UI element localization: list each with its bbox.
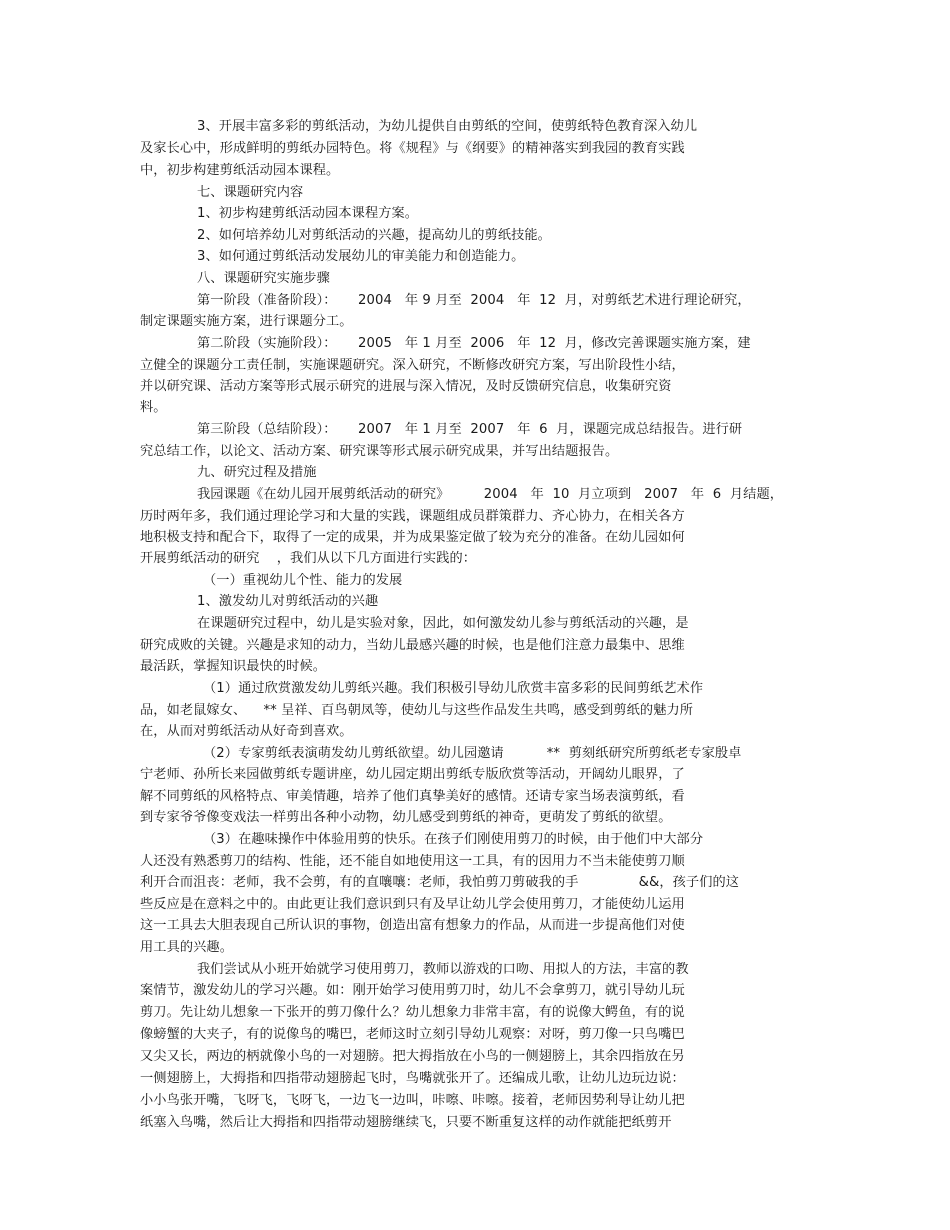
paragraph-line: 小小鸟张开嘴，飞呀飞，飞呀飞，一边飞一边叫，咔嚓、咔嚓。接着，老师因势利导让幼儿把 (140, 1093, 685, 1108)
paragraph-line: 第一阶段（准备阶段）： 2004 年 9 月至 2004 年 12 月，对剪纸艺术进行理论研究， (197, 293, 751, 308)
paragraph-line: 解不同剪纸的风格特点、审美情趣，培养了他们真挚美好的感情。还请专家当场表演剪纸，看 (140, 789, 685, 804)
paragraph-line: 并以研究课、活动方案等形式展示研究的进展与深入情况，及时反馈研究信息，收集研究资 (140, 379, 672, 394)
paragraph-line: 及家长心中，形成鲜明的剪纸办园特色。将《规程》与《纲要》的精神落实到我园的教育实践 (140, 141, 685, 156)
paragraph-line: 在课题研究过程中，幼儿是实验对象，因此，如何激发幼儿参与剪纸活动的兴趣，是 (197, 616, 689, 631)
paragraph-line: 我园课题《在幼儿园开展剪纸活动的研究》 2004 年 10 月立项到 2007 年 6 月结题， (197, 487, 784, 502)
paragraph-line: 宁老师、孙所长来园做剪纸专题讲座，幼儿园定期出剪纸专版欣赏等活动，开阔幼儿眼界，了 (140, 767, 685, 782)
subsection-heading: 1、激发幼儿对剪纸活动的兴趣 (197, 594, 379, 609)
paragraph-line: 3、开展丰富多彩的剪纸活动，为幼儿提供自由剪纸的空间，使剪纸特色教育深入幼儿 (197, 119, 698, 134)
paragraph-line: 剪刀。先让幼儿想象一下张开的剪刀像什么？幼儿想象力非常丰富，有的说像大鳄鱼，有的说 (140, 1005, 685, 1020)
paragraph-line: 一侧翅膀上，大拇指和四指带动翅膀起飞时，鸟嘴就张开了。还编成儿歌，让幼儿边玩边说： (140, 1071, 685, 1086)
list-item: 1、初步构建剪纸活动园本课程方案。 (197, 206, 419, 221)
subsection-heading: （一）重视幼儿个性、能力的发展 (203, 573, 403, 588)
paragraph-line: 到专家爷爷像变戏法一样剪出各种小动物，幼儿感受到剪纸的神奇，更萌发了剪纸的欲望。 (140, 810, 672, 825)
paragraph-line: 制定课题实施方案，进行课题分工。 (140, 314, 353, 329)
paragraph-line: 立健全的课题分工责任制，实施课题研究。深入研究，不断修改研究方案，写出阶段性小结， (140, 358, 685, 373)
paragraph-line: 些反应是在意料之中的。由此更让我们意识到只有及早让幼儿学会使用剪刀，才能使幼儿运用 (140, 897, 685, 912)
paragraph-line: 究总结工作，以论文、活动方案、研究课等形式展示研究成果，并写出结题报告。 (140, 444, 619, 459)
paragraph-line: 历时两年多，我们通过理论学习和大量的实践，课题组成员群策群力、齐心协力，在相关各方 (140, 509, 685, 524)
paragraph-line: 最活跃，掌握知识最快的时候。 (140, 659, 327, 674)
paragraph-line: 研究成败的关键。兴趣是求知的动力，当幼儿最感兴趣的时候，也是他们注意力最集中、思维 (140, 638, 685, 653)
paragraph-line: 第三阶段（总结阶段）： 2007 年 1 月至 2007 年 6 月，课题完成总结报告。进行研 (197, 422, 743, 437)
paragraph-line: （2）专家剪纸表演萌发幼儿剪纸欲望。幼儿园邀请 ** 剪刻纸研究所剪纸老专家殷卓 (203, 746, 742, 761)
list-item: 3、如何通过剪纸活动发展幼儿的审美能力和创造能力。 (197, 249, 525, 264)
paragraph-line: 又尖又长，两边的柄就像小鸟的一对翅膀。把大拇指放在小鸟的一侧翅膀上，其余四指放在另 (140, 1049, 685, 1064)
list-item: 2、如何培养幼儿对剪纸活动的兴趣，提高幼儿的剪纸技能。 (197, 228, 551, 243)
paragraph-line: 这一工具去大胆表现自己所认识的事物，创造出富有想象力的作品，从而进一步提高他们对使 (140, 918, 685, 933)
paragraph-line: 品，如老鼠嫁女、 ** 呈祥、百鸟朝凤等，使幼儿与这些作品发生共鸣，感受到剪纸的魅力所 (140, 703, 694, 718)
paragraph-line: 中，初步构建剪纸活动园本课程。 (140, 163, 340, 178)
paragraph-line: 我们尝试从小班开始就学习使用剪刀，教师以游戏的口吻、用拟人的方法，丰富的教 (197, 962, 689, 977)
paragraph-line: 料。 (140, 400, 167, 415)
section-heading: 八、课题研究实施步骤 (197, 271, 330, 286)
paragraph-line: 纸塞入鸟嘴，然后让大拇指和四指带动翅膀继续飞，只要不断重复这样的动作就能把纸剪开 (140, 1115, 672, 1130)
section-heading: 九、研究过程及措施 (197, 465, 317, 480)
paragraph-line: 像螃蟹的大夹子，有的说像鸟的嘴巴，老师这时立刻引导幼儿观察：对呀，剪刀像一只鸟嘴巴 (140, 1027, 685, 1042)
paragraph-line: 在，从而对剪纸活动从好奇到喜欢。 (140, 724, 353, 739)
paragraph-line: （1）通过欣赏激发幼儿剪纸兴趣。我们积极引导幼儿欣赏丰富多彩的民间剪纸艺术作 (203, 681, 704, 696)
paragraph-line: 人还没有熟悉剪刀的结构、性能，还不能自如地使用这一工具，有的因用力不当未能使剪刀顺 (140, 854, 685, 869)
paragraph-line: 案情节，激发幼儿的学习兴趣。如：刚开始学习使用剪刀时，幼儿不会拿剪刀，就引导幼儿玩 (140, 983, 685, 998)
section-heading: 七、课题研究内容 (197, 185, 304, 200)
paragraph-line: 地积极支持和配合下，取得了一定的成果，并为成果鉴定做了较为充分的准备。在幼儿园如何 (140, 530, 685, 545)
paragraph-line: （3）在趣味操作中体验用剪的快乐。在孩子们刚使用剪刀的时候，由于他们中大部分 (203, 832, 704, 847)
paragraph-line: 开展剪纸活动的研究 ，我们从以下几方面进行实践的： (140, 551, 477, 566)
paragraph-line: 用工具的兴趣。 (140, 940, 234, 955)
paragraph-line: 第二阶段（实施阶段）： 2005 年 1 月至 2006 年 12 月，修改完善课题实施方案，建 (197, 336, 751, 351)
paragraph-line: 利开合而沮丧：老师，我不会剪，有的直嚷嚷：老师，我怕剪刀剪破我的手 &&，孩子们的这 (140, 875, 740, 890)
